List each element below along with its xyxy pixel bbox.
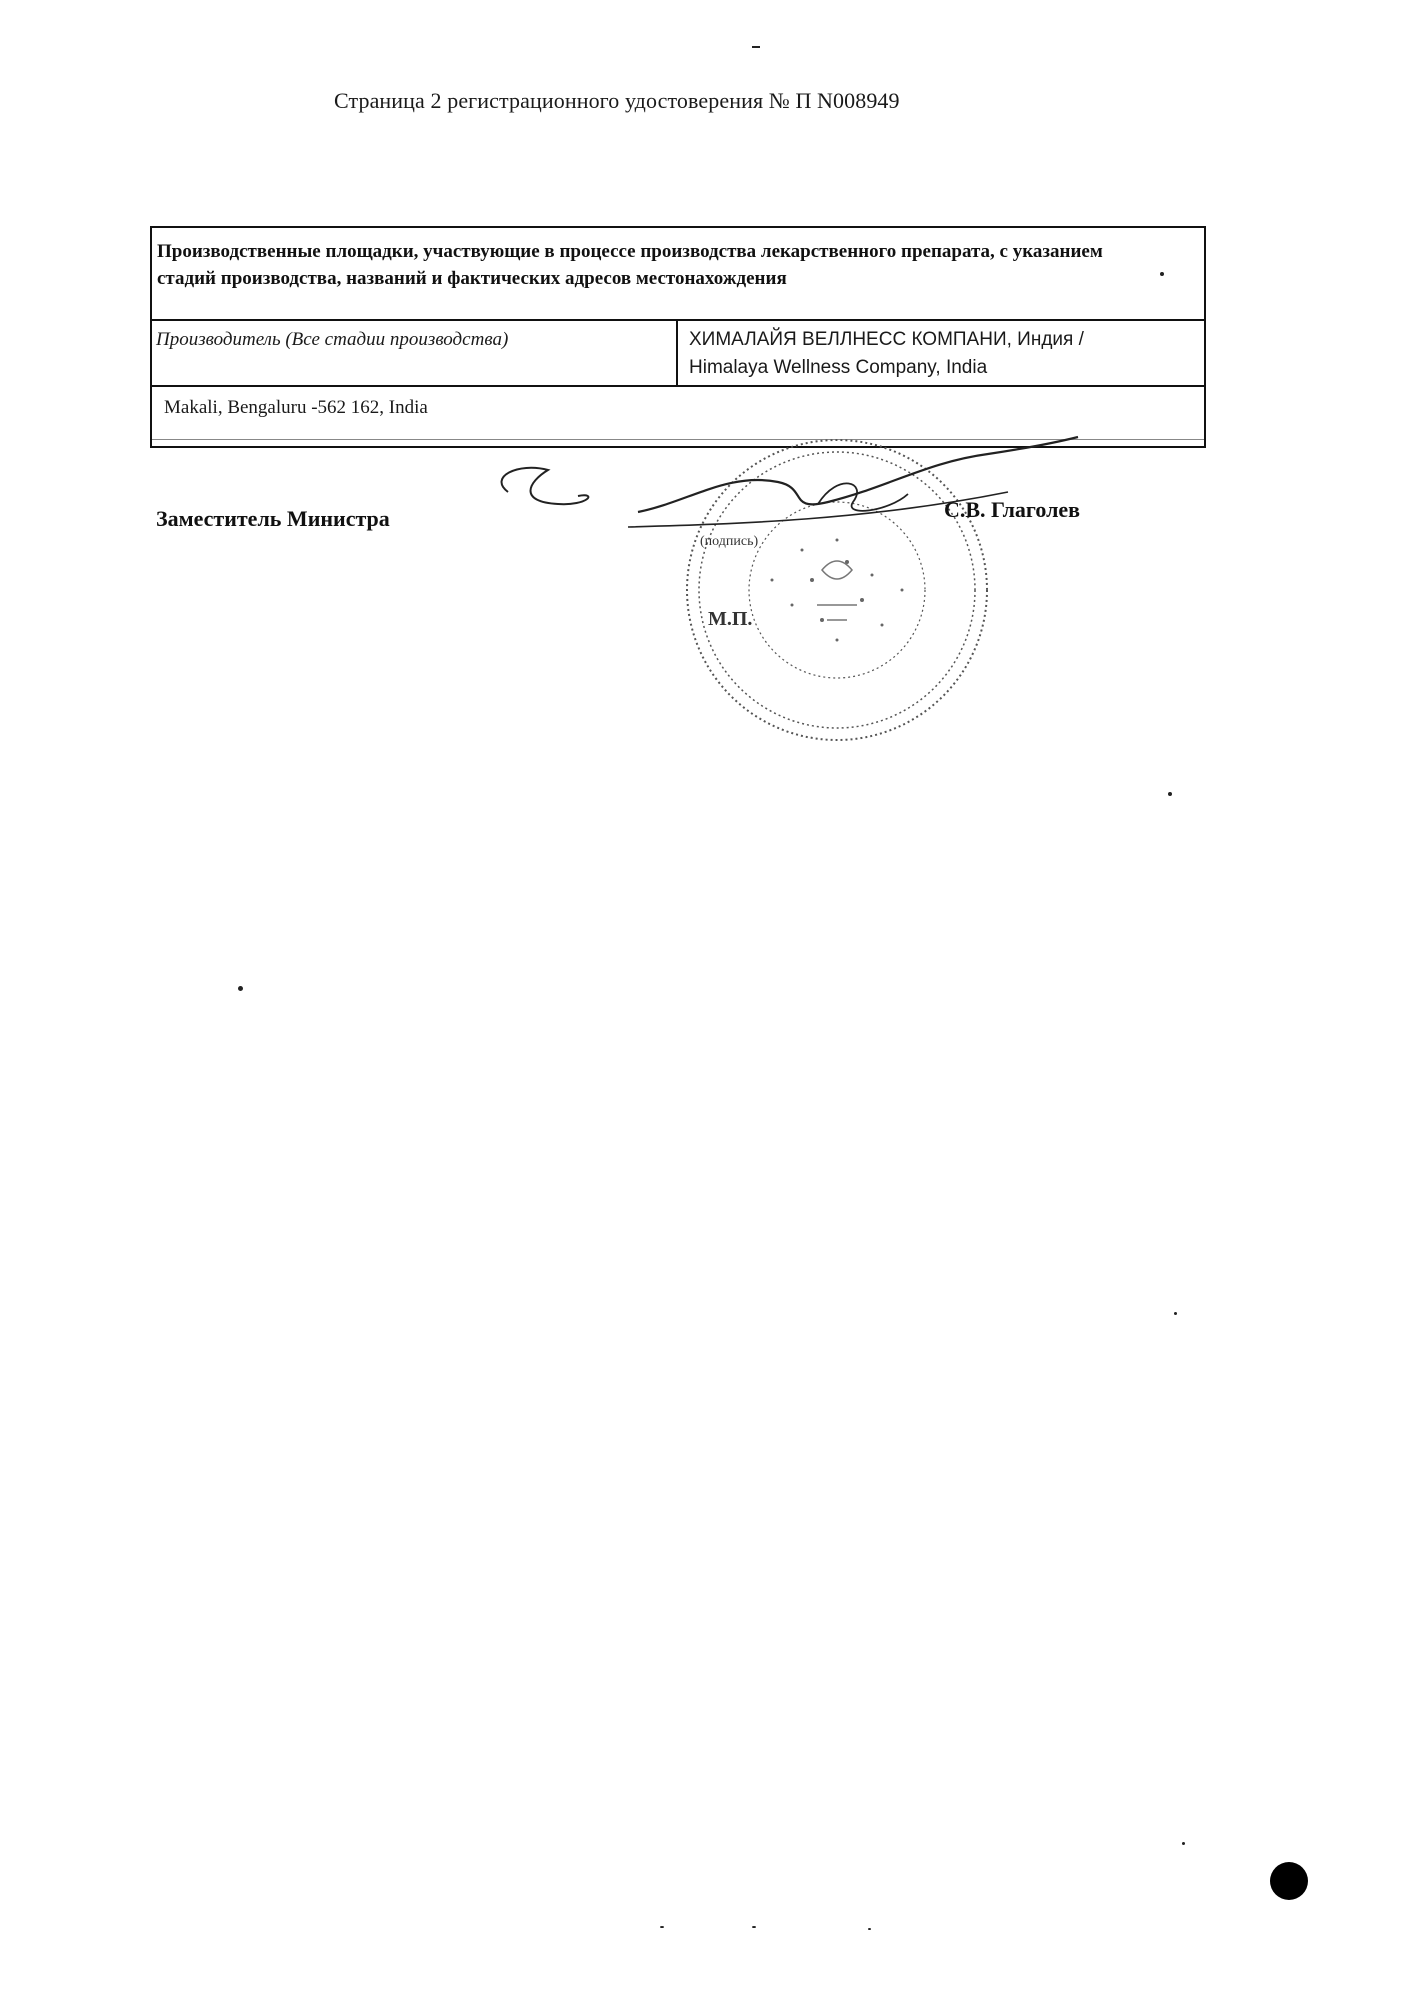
scan-speck xyxy=(660,1926,664,1928)
scan-speck xyxy=(1160,272,1164,276)
handwritten-signature xyxy=(488,432,1088,542)
signer-position: Заместитель Министра xyxy=(156,506,390,531)
table-header-text: Производственные площадки, участвующие в процессе производства лекарственного препарата, с указанием стадий производства, названий и фактических адресов местонахождения xyxy=(157,241,1103,289)
scan-ink-blot xyxy=(1270,1862,1308,1900)
scan-speck xyxy=(1168,792,1172,796)
manufacturer-role: Производитель (Все стадии производства) xyxy=(156,329,509,350)
table-header-row xyxy=(152,228,1204,321)
seal-caption: М.П. xyxy=(708,608,753,630)
production-sites-table xyxy=(150,226,1206,448)
manufacturer-name-line2: Himalaya Wellness Company, India xyxy=(689,357,988,378)
signer-name: С.В. Глаголев xyxy=(944,497,1081,522)
scan-speck xyxy=(1174,1312,1177,1315)
scan-speck xyxy=(868,1928,871,1930)
scan-speck xyxy=(752,1926,756,1928)
scan-speck xyxy=(1182,1842,1185,1845)
manufacturer-name xyxy=(689,326,1199,382)
manufacturer-address: Makali, Bengaluru -562 162, India xyxy=(164,397,428,418)
manufacturer-row xyxy=(152,321,1204,387)
page-heading: Страница 2 регистрационного удостоверения № П N008949 xyxy=(334,88,900,113)
manufacturer-role-cell xyxy=(152,321,678,385)
scan-speck xyxy=(238,986,243,991)
scan-speck xyxy=(752,46,760,48)
manufacturer-name-line1: ХИМАЛАЙЯ ВЕЛЛНЕСС КОМПАНИ, Индия / xyxy=(689,329,1084,350)
signature-caption: (подпись) xyxy=(700,534,759,549)
